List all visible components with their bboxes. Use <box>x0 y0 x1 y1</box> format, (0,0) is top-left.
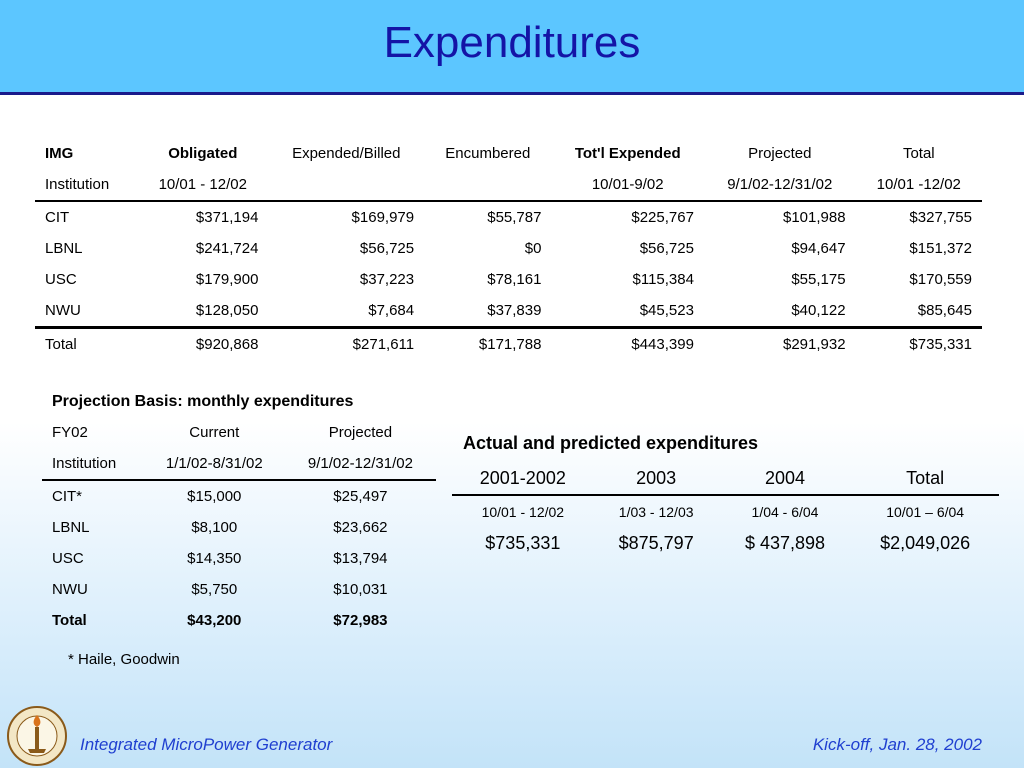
expenditures-table <box>35 138 982 360</box>
table-row <box>35 295 982 328</box>
table-cell: Total <box>45 336 77 353</box>
table-cell: Total <box>52 612 87 629</box>
value-cell: $875,797 <box>618 532 694 553</box>
year-cell: 2003 <box>594 462 719 495</box>
subheader-cell: 1/1/02-8/31/02 <box>144 448 285 480</box>
table-cell: $25,497 <box>333 488 388 505</box>
table-cell: $94,647 <box>791 240 846 257</box>
projection-caption-row <box>42 386 436 417</box>
footnote: * Haile, Goodwin <box>68 651 180 668</box>
table-cell: $37,223 <box>359 271 415 288</box>
table-cell: $225,767 <box>631 209 694 226</box>
footer-project-name: Integrated MicroPower Generator <box>80 735 333 754</box>
table-cell: $56,725 <box>359 240 415 257</box>
page-title: Expenditures <box>383 18 641 67</box>
table-cell: $291,932 <box>783 336 846 353</box>
table-row <box>42 512 436 543</box>
subheader-cell: 10/01 - 12/02 <box>137 169 268 201</box>
header-cell: IMG <box>45 145 74 162</box>
value-cell: $2,049,026 <box>880 532 971 553</box>
table-row <box>35 264 982 295</box>
periods-row <box>452 495 999 528</box>
table-cell: $56,725 <box>639 240 694 257</box>
table-cell: $920,868 <box>195 336 259 353</box>
projection-table <box>42 386 436 636</box>
table-cell: $735,331 <box>909 336 972 353</box>
table-total-row <box>35 328 982 361</box>
table-cell: $171,788 <box>478 336 542 353</box>
table-cell: NWU <box>35 295 137 328</box>
period-cell: 1/03 - 12/03 <box>618 504 694 520</box>
table-cell: USC <box>45 271 77 288</box>
table-cell: $115,384 <box>632 271 694 288</box>
table-cell: USC <box>52 550 84 567</box>
projection-caption: Projection Basis: monthly expenditures <box>52 392 354 410</box>
table-cell: $23,662 <box>333 519 388 536</box>
table-cell: CIT <box>45 209 70 226</box>
table-cell: $7,684 <box>268 295 424 328</box>
table-cell: $101,988 <box>783 209 846 226</box>
subheader-cell: 9/1/02-12/31/02 <box>285 448 436 480</box>
table-cell: $0 <box>524 240 542 257</box>
table-cell: $78,161 <box>487 271 542 288</box>
caltech-seal-icon <box>6 705 68 767</box>
header-cell: Projected <box>748 145 812 162</box>
value-cell: $ 437,898 <box>744 532 826 553</box>
year-cell: 2004 <box>719 462 852 495</box>
table-cell: LBNL <box>45 240 83 257</box>
table-cell: $169,979 <box>351 209 415 226</box>
projection-subheader-row <box>42 448 436 480</box>
period-cell: 1/04 - 6/04 <box>751 504 819 520</box>
title-divider <box>0 92 1024 95</box>
subheader-cell: Institution <box>42 448 144 480</box>
header-cell: Expended/Billed <box>292 145 401 162</box>
table-cell: $327,755 <box>909 209 972 226</box>
subheader-cell: 9/1/02-12/31/02 <box>704 169 856 201</box>
header-cell: Total <box>902 145 935 162</box>
table-cell: $241,724 <box>195 240 259 257</box>
table-cell: $151,372 <box>909 240 972 257</box>
table-header-row <box>35 138 982 169</box>
header-cell: Current <box>189 424 240 441</box>
table-cell: $85,645 <box>856 295 982 328</box>
table-cell: $45,523 <box>551 295 703 328</box>
period-cell: 10/01 – 6/04 <box>886 504 965 520</box>
table-cell: $5,750 <box>191 581 238 598</box>
table-cell: $10,031 <box>333 581 388 598</box>
table-cell: $72,983 <box>333 612 388 629</box>
year-cell: Total <box>851 462 999 495</box>
table-row <box>42 543 436 574</box>
subheader-cell <box>268 169 424 201</box>
table-cell: $37,839 <box>424 295 551 328</box>
table-cell: $55,787 <box>487 209 542 226</box>
table-cell: $40,122 <box>704 295 856 328</box>
table-cell: $179,900 <box>195 271 259 288</box>
table-cell: $371,194 <box>195 209 259 226</box>
table-row <box>42 480 436 512</box>
years-row <box>452 462 999 495</box>
subheader-cell: 10/01-9/02 <box>551 169 703 201</box>
header-cell: Encumbered <box>445 145 531 162</box>
table-cell: $443,399 <box>631 336 694 353</box>
table-row <box>42 574 436 605</box>
year-cell: 2001-2002 <box>452 462 594 495</box>
actual-predicted-table <box>452 462 999 558</box>
header-cell: Obligated <box>168 145 238 162</box>
table-cell: $8,100 <box>191 519 238 536</box>
actual-caption: Actual and predicted expenditures <box>463 433 759 453</box>
table-row <box>35 201 982 233</box>
table-cell: $128,050 <box>137 295 268 328</box>
projection-header-row <box>42 417 436 448</box>
table-cell: $55,175 <box>791 271 846 288</box>
footer-event-date: Kick-off, Jan. 28, 2002 <box>812 735 982 754</box>
header-cell: FY02 <box>52 424 88 441</box>
period-cell: 10/01 - 12/02 <box>481 504 565 520</box>
subheader-cell: Institution <box>35 169 137 201</box>
table-row <box>35 233 982 264</box>
table-total-row <box>42 605 436 636</box>
table-cell: $14,350 <box>187 550 242 567</box>
subheader-cell: 10/01 -12/02 <box>856 169 982 201</box>
subheader-cell <box>424 169 551 201</box>
values-row <box>452 528 999 558</box>
table-cell: $43,200 <box>187 612 242 629</box>
table-cell: NWU <box>52 581 88 598</box>
table-cell: $271,611 <box>352 336 415 353</box>
header-cell: Tot'l Expended <box>574 145 681 162</box>
table-cell: LBNL <box>52 519 90 536</box>
value-cell: $735,331 <box>485 532 561 553</box>
table-cell: $170,559 <box>909 271 972 288</box>
table-cell: $13,794 <box>333 550 388 567</box>
header-cell: Projected <box>328 424 393 441</box>
table-subheader-row <box>35 169 982 201</box>
table-cell: CIT* <box>52 488 82 505</box>
table-cell: $15,000 <box>187 488 242 505</box>
